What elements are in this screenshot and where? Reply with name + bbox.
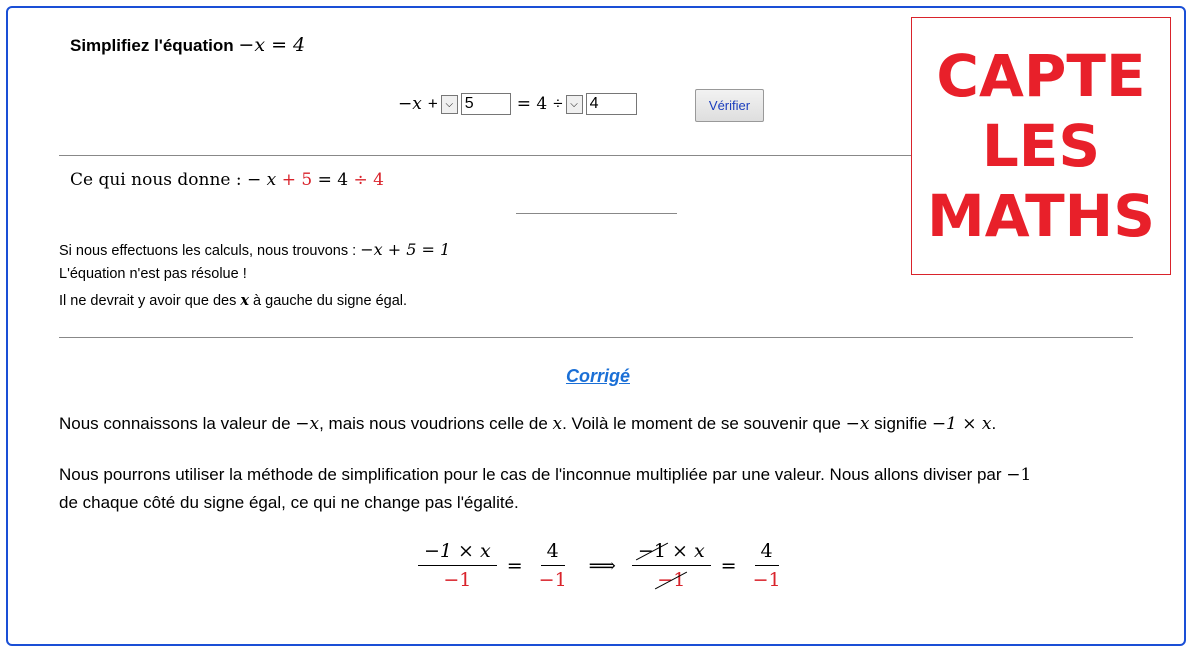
exercise-equation: −x = 4 <box>238 34 306 56</box>
numerator-rest: × x <box>671 540 705 562</box>
value1-input[interactable]: 5 <box>461 93 511 115</box>
capte-les-maths-logo <box>911 17 1171 275</box>
paragraph-math: x <box>552 414 563 434</box>
chevron-down-icon: ⌵ <box>445 98 454 110</box>
paragraph-text: , mais nous voudrions celle de <box>319 414 553 433</box>
explanation-line-2: L'équation n'est pas résolue ! <box>59 266 247 282</box>
struck-term: −1 <box>637 540 666 562</box>
value2-input[interactable]: 4 <box>586 93 637 115</box>
explanation-line-1 <box>59 240 450 259</box>
fraction-denominator: −1 <box>443 569 472 591</box>
operator1-label: + <box>427 94 438 113</box>
implies-arrow: ⟹ <box>588 554 616 577</box>
result-line <box>70 170 384 190</box>
verify-button[interactable]: Vérifier <box>695 89 764 122</box>
explanation-text: à gauche du signe égal. <box>253 293 408 309</box>
paragraph-text: signifie <box>869 414 932 433</box>
form-lhs: −x <box>398 94 422 114</box>
paragraph-text: . <box>991 414 997 433</box>
result-added-term: + 5 <box>281 170 313 190</box>
section-divider <box>59 337 1133 338</box>
explanation-text: Il ne devrait y avoir que des <box>59 293 237 309</box>
result-divided-term: ÷ 4 <box>353 170 384 190</box>
logo-line: CAPTE <box>936 42 1146 110</box>
result-label: Ce qui nous donne : <box>70 170 242 190</box>
explanation-line-3 <box>59 292 407 309</box>
struck-term: −1 <box>657 569 686 591</box>
result-lhs: − x <box>247 170 277 190</box>
explanation-var: x <box>240 292 250 309</box>
fraction-denominator <box>651 566 691 591</box>
fraction-4 <box>747 540 787 591</box>
form-equals: = 4 <box>516 94 548 114</box>
fraction-numerator: 4 <box>755 540 779 566</box>
logo-line: LES <box>981 112 1101 180</box>
fraction-denominator: −1 <box>538 569 567 591</box>
fraction-numerator: −1 × x <box>418 540 497 566</box>
paragraph-text: Nous connaissons la valeur de <box>59 414 296 433</box>
paragraph-text: Nous pourrons utiliser la méthode de simplification pour le cas de l'inconnue multipliée par une valeur. Nous allons diviser par <box>59 465 1002 484</box>
corrige-paragraph-1 <box>59 410 1149 438</box>
corrige-link[interactable]: Corrigé <box>565 366 630 386</box>
fraction-2 <box>533 540 573 591</box>
fraction-equation <box>418 540 787 591</box>
exercise-title <box>70 34 305 56</box>
fraction-numerator <box>632 540 711 566</box>
equals-sign: = <box>720 554 737 577</box>
paragraph-math: −1 <box>1006 465 1032 485</box>
exercise-title-text: Simplifiez l'équation <box>70 36 234 55</box>
paragraph-text: de chaque côté du signe égal, ce qui ne change pas l'égalité. <box>59 493 519 512</box>
explanation-math: −x + 5 = 1 <box>360 240 451 259</box>
operator2-label: ÷ <box>553 94 563 113</box>
paragraph-math: −1 × x <box>931 414 992 434</box>
paragraph-math: −x <box>295 414 320 434</box>
fraction-numerator: 4 <box>541 540 565 566</box>
fraction-3 <box>632 540 711 591</box>
fraction-denominator: −1 <box>752 569 781 591</box>
result-equals: = 4 <box>317 170 349 190</box>
explanation-text: Si nous effectuons les calculs, nous trouvons : <box>59 243 357 259</box>
divider <box>59 155 911 156</box>
chevron-down-icon: ⌵ <box>570 98 578 110</box>
operator2-select[interactable] <box>566 95 583 114</box>
equals-sign: = <box>506 554 523 577</box>
operator1-select[interactable] <box>441 95 458 114</box>
paragraph-math: −x <box>845 414 870 434</box>
answer-form <box>398 92 637 116</box>
corrige-paragraph-2 <box>59 461 1149 516</box>
logo-line: MATHS <box>927 182 1155 250</box>
short-divider <box>516 213 677 214</box>
paragraph-text: . Voilà le moment de se souvenir que <box>562 414 846 433</box>
fraction-1 <box>418 540 497 591</box>
